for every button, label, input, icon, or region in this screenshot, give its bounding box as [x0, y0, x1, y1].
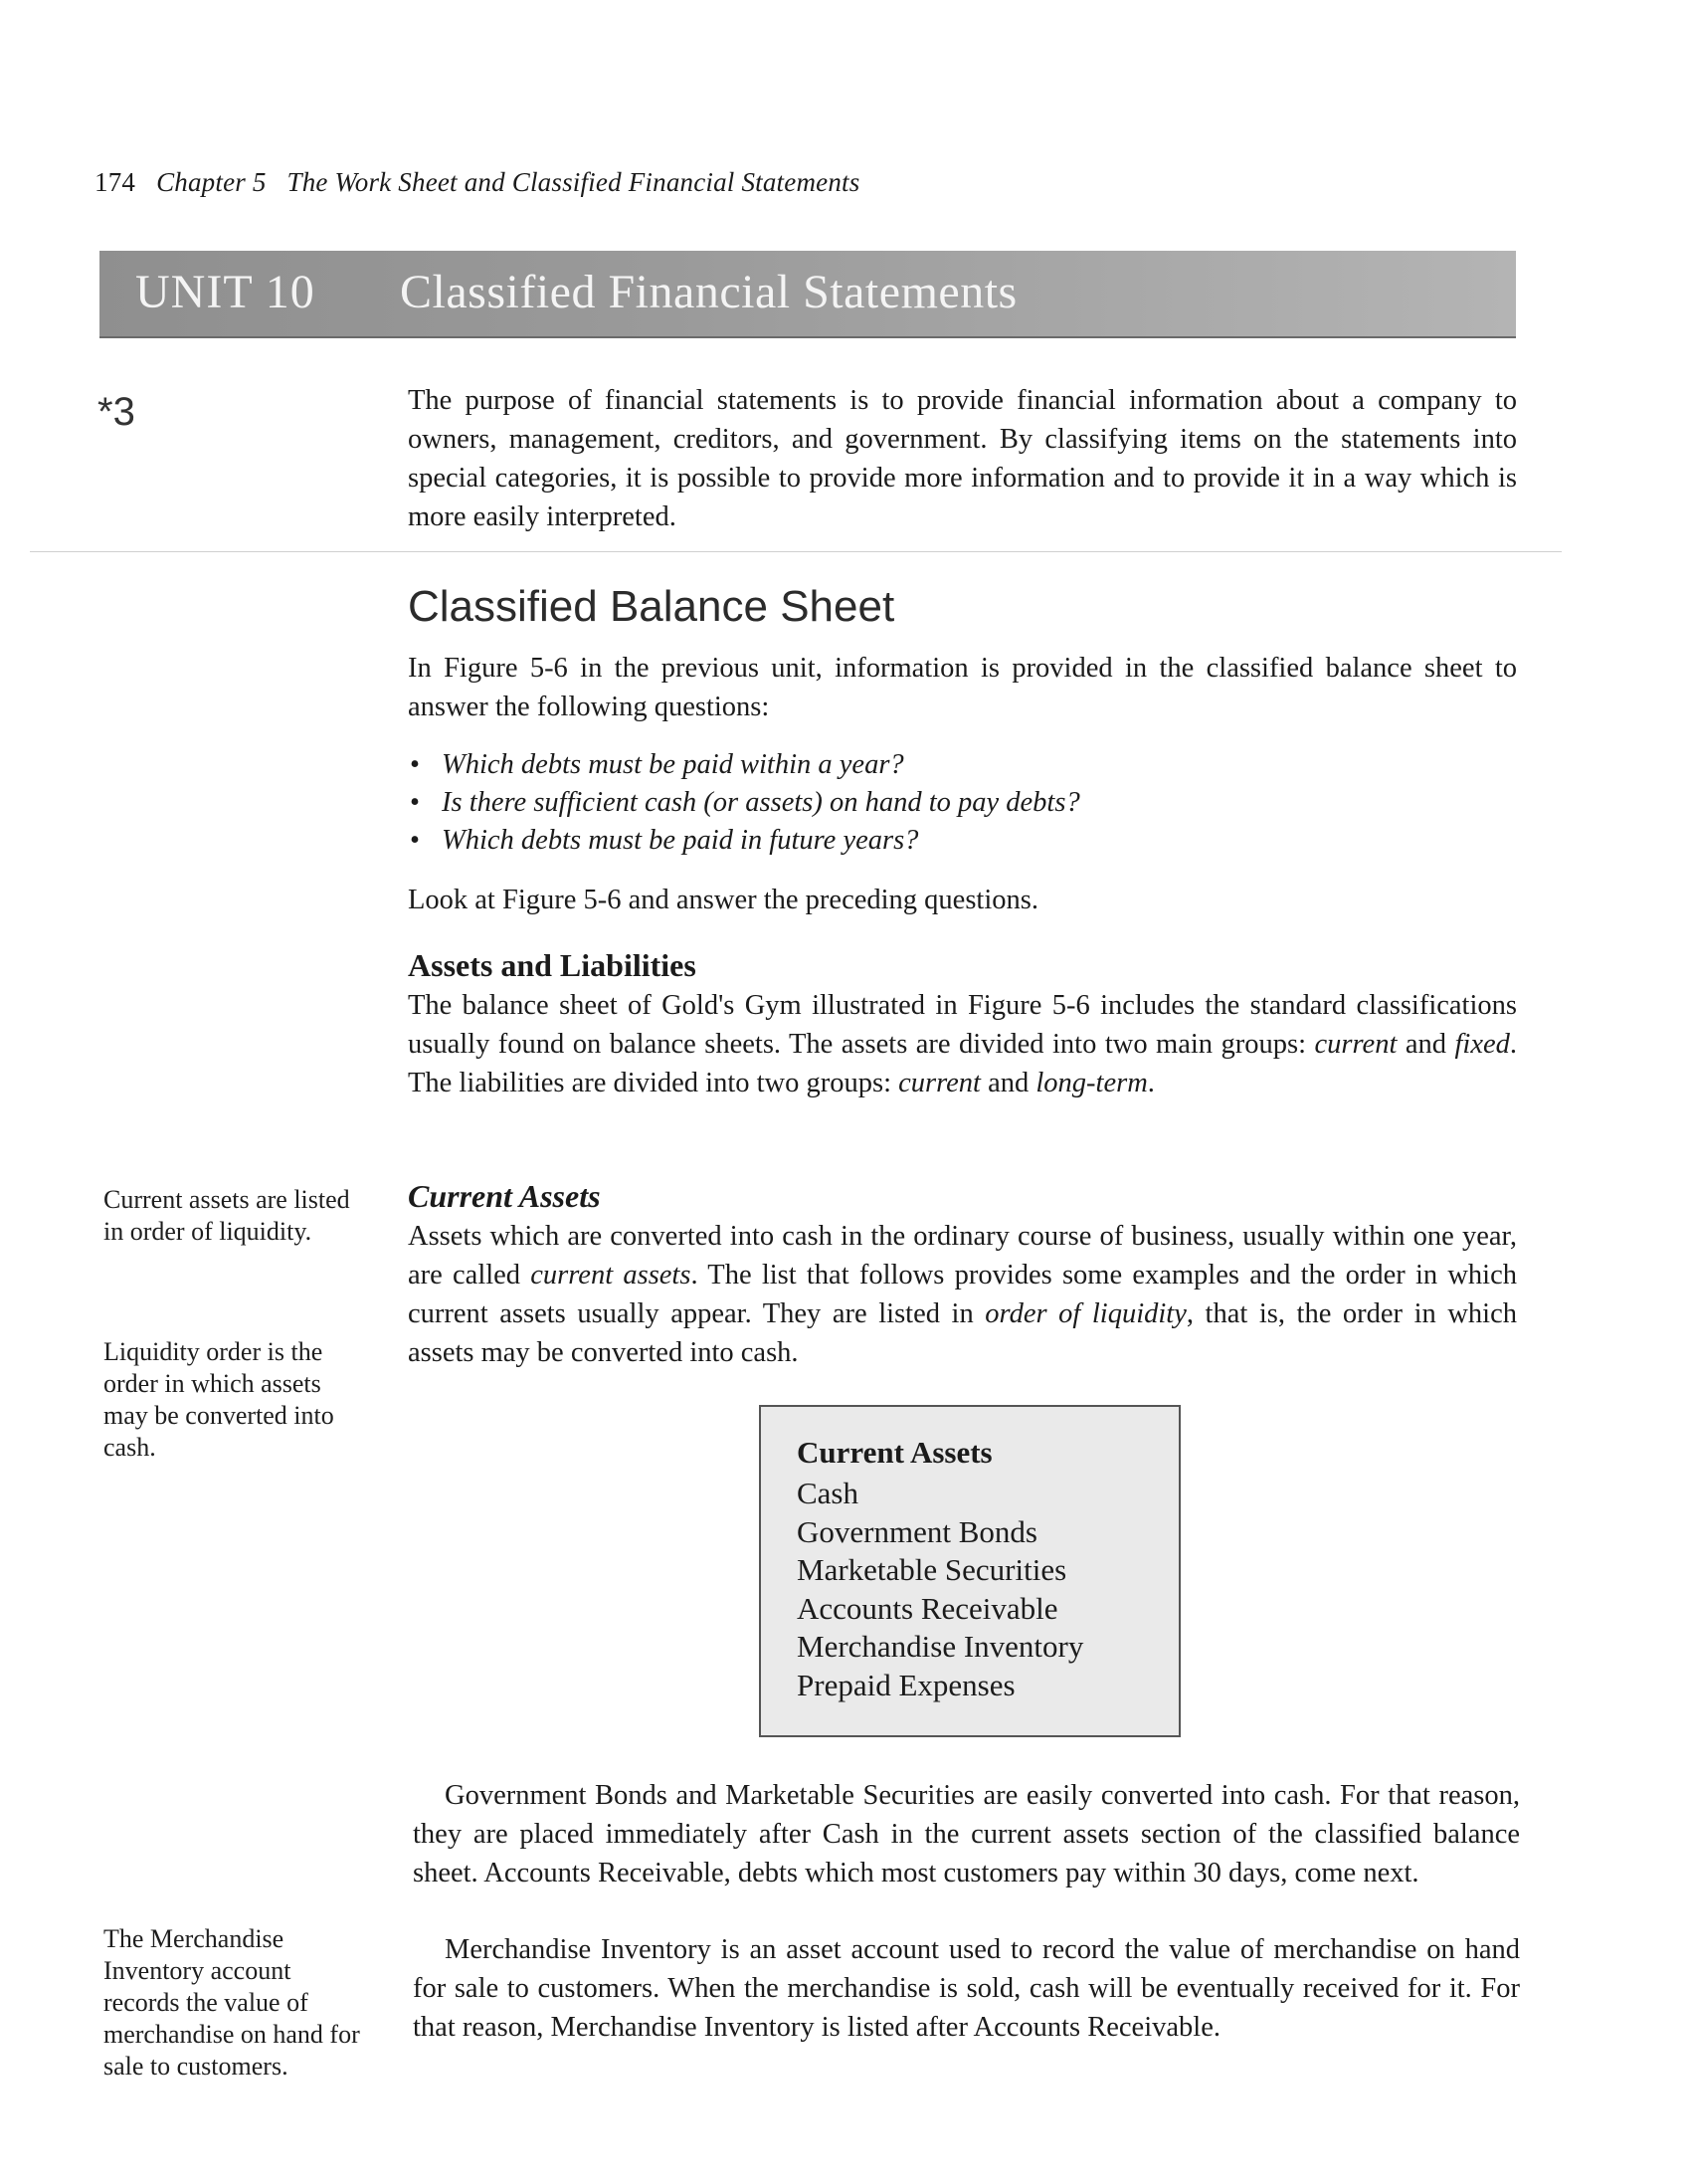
assets-liabilities-heading: Assets and Liabilities [408, 947, 696, 983]
text-run: , that is, the order in which assets may be converted into cash. [408, 1298, 1517, 1368]
current-assets-heading: Current Assets [408, 1178, 601, 1214]
margin-note-merchandise-inventory: The Merchandise Inventory account records the value of merchandise on hand for sale to customers. [103, 1924, 360, 2081]
text-run: and [980, 1068, 1036, 1098]
box-title: Current Assets [797, 1435, 993, 1470]
text-run: Assets which are converted into cash in the ordinary course of business, usually within one year, are called [408, 1221, 1517, 1291]
current-assets-paragraph [408, 1217, 1517, 1372]
text-run: The balance sheet of Gold's Gym illustrated in Figure 5-6 includes the standard classifications usually found on balance sheets. The assets are divided into two main groups: [408, 990, 1517, 1060]
list-item: • Which debts must be paid in future years? [410, 822, 1504, 860]
list-item: Prepaid Expenses [797, 1667, 1016, 1702]
running-head [94, 167, 859, 198]
section-heading: Classified Balance Sheet [408, 582, 895, 631]
current-assets-list [797, 1475, 1083, 1704]
merchandise-paragraph: Merchandise Inventory is an asset account used to record the value of merchandise on hand for sale to customers. When the merchandise is sold, cash will be eventually received for it. For that reason, Merchandise Inventory is listed after Accounts Receivable. [413, 1934, 1520, 2043]
margin-note-liquidity-definition: Liquidity order is the order in which assets may be converted into cash. [103, 1337, 334, 1462]
list-item: Cash [797, 1476, 858, 1510]
figure-paragraph: In Figure 5-6 in the previous unit, information is provided in the classified balance sheet to answer the following questions: [408, 653, 1517, 722]
list-item: Accounts Receivable [797, 1590, 1058, 1626]
learning-objective-marker: *3 [97, 390, 135, 434]
emphasis: current assets [530, 1260, 691, 1291]
text-run: . The list that follows provides some examples and the order in which current assets usually appear. They are listed in [408, 1260, 1518, 1329]
assets-liabilities-paragraph [408, 986, 1517, 1102]
list-item: • Which debts must be paid within a year? [410, 746, 1504, 784]
unit-banner [99, 251, 1516, 338]
section-divider [30, 551, 1562, 552]
emphasis: long-term [1035, 1068, 1148, 1098]
text-run: . The liabilities are divided into two groups: [408, 1029, 1517, 1098]
emphasis: order of liquidity [985, 1298, 1187, 1329]
current-assets-box [759, 1405, 1181, 1737]
text-run: . [1147, 1068, 1155, 1098]
emphasis: current [1314, 1029, 1398, 1060]
chapter-title: The Work Sheet and Classified Financial Statements [286, 167, 860, 197]
unit-title: Classified Financial Statements [400, 266, 1018, 318]
gov-bonds-paragraph: Government Bonds and Marketable Securities are easily converted into cash. For that reason, they are placed immediately after Cash in the current assets section of the classified balance sheet. Accounts Receivable, debts which most customers pay within 30 days, come next. [413, 1780, 1520, 1888]
list-item: Government Bonds [797, 1513, 1037, 1549]
chapter-label: Chapter 5 [156, 167, 267, 197]
intro-paragraph: The purpose of financial statements is to provide financial information about a company to owners, management, creditors, and government. By classifying items on the statements into special categories, it is possible to provide more information and to provide it in a way which is more easily interpreted. [408, 385, 1517, 532]
unit-number: UNIT 10 [135, 266, 315, 318]
look-paragraph: Look at Figure 5-6 and answer the preceding questions. [408, 885, 1038, 915]
list-item: Marketable Securities [797, 1552, 1067, 1587]
emphasis: fixed [1454, 1029, 1510, 1060]
list-item: • Is there sufficient cash (or assets) on hand to pay debts? [410, 784, 1504, 822]
page-number: 174 [94, 167, 136, 197]
question-list [410, 746, 1504, 860]
text-run: and [1397, 1029, 1455, 1060]
list-item: Merchandise Inventory [797, 1629, 1084, 1664]
margin-note-liquidity-order: Current assets are listed in order of liquidity. [103, 1185, 350, 1246]
emphasis: current [898, 1068, 981, 1098]
